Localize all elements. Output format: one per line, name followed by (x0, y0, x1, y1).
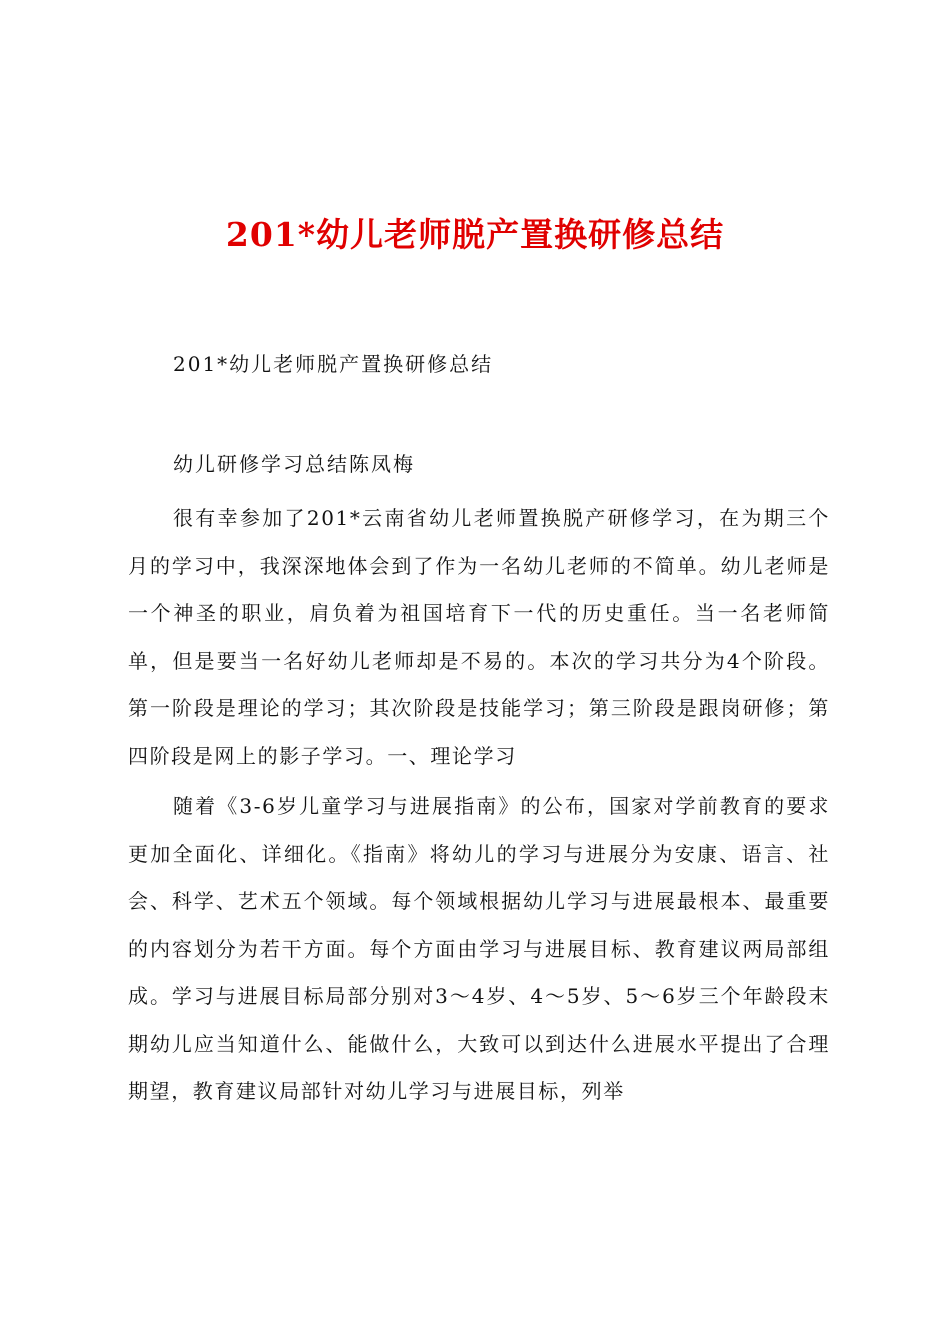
document-subtitle: 201*幼儿老师脱产置换研修总结 (173, 352, 494, 376)
paragraph-guide: 随着《3-6岁儿童学习与进展指南》的公布，国家对学前教育的要求更加全面化、详细化。《指南》将幼儿的学习与进展分为安康、语言、社会、科学、艺术五个领域。每个领域根据幼儿学习与进展最根本、最重要的内容划分为若干方面。每个方面由学习与进展目标、教育建议两局部组成。学习与进展目标局部分别对3～4岁、4～5岁、5～6岁三个年龄段末期幼儿应当知道什么、能做什么，大致可以到达什么进展水平提出了合理期望，教育建议局部针对幼儿学习与进展目标，列举 (128, 794, 830, 1103)
document-title: 201*幼儿老师脱产置换研修总结 (225, 215, 725, 254)
paragraph-intro: 很有幸参加了201*云南省幼儿老师置换脱产研修学习，在为期三个月的学习中，我深深地体会到了作为一名幼儿老师的不简单。幼儿老师是一个神圣的职业，肩负着为祖国培育下一代的历史重任。当一名老师简单，但是要当一名好幼儿老师却是不易的。本次的学习共分为4个阶段。第一阶段是理论的学习；其次阶段是技能学习；第三阶段是跟岗研修；第四阶段是网上的影子学习。一、理论学习 (128, 506, 830, 768)
author-line: 幼儿研修学习总结陈凤梅 (173, 452, 415, 476)
